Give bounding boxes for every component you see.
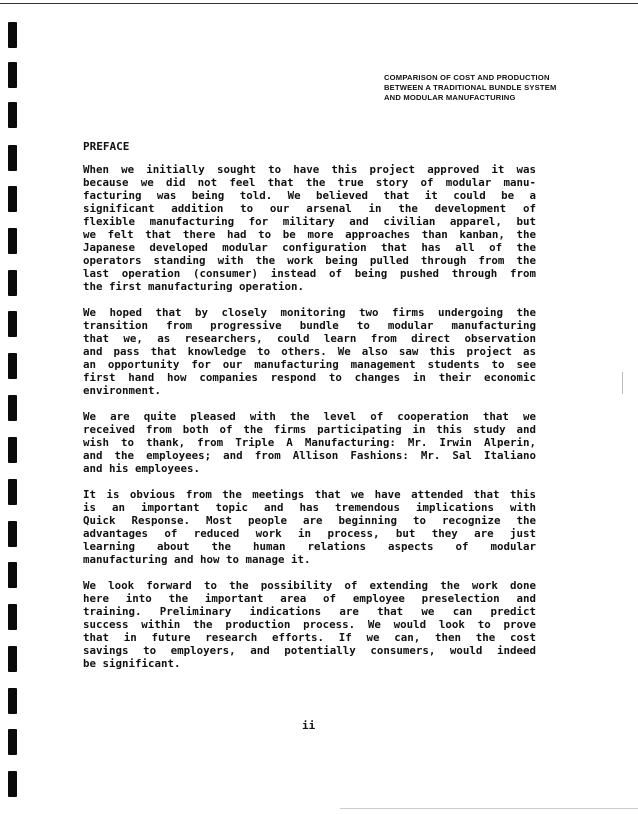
punch-hole: [8, 145, 17, 171]
text-line: manufacturing and how to manage it.: [83, 553, 311, 566]
punch-hole: [8, 562, 17, 588]
text-line: environment.: [83, 384, 162, 397]
text-line: training. Preliminary indications are that we can predict: [83, 605, 536, 618]
bottom-edge-line: [340, 808, 638, 809]
text-line: wish to thank, from Triple A Manufacturing: Mr. Irwin Alperin,: [83, 436, 536, 449]
punch-hole: [8, 604, 17, 630]
text-line: success within the production process. We would look to prove: [83, 618, 536, 631]
punch-hole: [8, 22, 17, 48]
text-line: Japanese developed modular configuration that has all of the: [83, 241, 536, 254]
punch-hole: [8, 395, 17, 421]
text-line: is an important topic and has tremendous implications with: [83, 501, 536, 514]
text-line: savings to employers, and potentially consumers, would indeed: [83, 644, 536, 657]
punch-hole: [8, 479, 17, 505]
text-line: and pass that knowledge to others. We also saw this project as: [83, 345, 536, 358]
punch-hole: [8, 688, 17, 714]
paragraph-5: [83, 579, 536, 670]
text-line: an opportunity for our manufacturing management students to see: [83, 358, 536, 371]
text-line: facturing was being told. We believed that it could be a: [83, 189, 536, 202]
section-title: PREFACE: [83, 140, 130, 153]
text-line: first hand how companies respond to changes in their economic: [83, 371, 536, 384]
paragraph-1: [83, 163, 536, 293]
punch-hole: [8, 311, 17, 337]
text-line: received from both of the firms participating in this study and: [83, 423, 536, 436]
text-line: learning about the human relations aspects of modular: [83, 540, 536, 553]
text-line: We hoped that by closely monitoring two firms undergoing the: [83, 306, 536, 319]
preface-body: [83, 163, 536, 683]
header-line: BETWEEN A TRADITIONAL BUNDLE SYSTEM: [384, 83, 557, 92]
punch-hole: [8, 646, 17, 672]
text-line: flexible manufacturing for military and civilian apparel, but: [83, 215, 536, 228]
text-line: last operation (consumer) instead of being pushed through from: [83, 267, 536, 280]
text-line: that in future research efforts. If we can, then the cost: [83, 631, 536, 644]
text-line: be significant.: [83, 657, 181, 670]
text-line: here into the important area of employee preselection and: [83, 592, 536, 605]
paragraph-3: [83, 410, 536, 475]
punch-hole: [8, 102, 17, 128]
punch-hole: [8, 729, 17, 755]
text-line: We look forward to the possibility of extending the work done: [83, 579, 536, 592]
paragraph-2: [83, 306, 536, 397]
text-line: transition from progressive bundle to modular manufacturing: [83, 319, 536, 332]
punch-hole: [8, 353, 17, 379]
text-line: significant addition to our arsenal in the development of: [83, 202, 536, 215]
punch-holes: [8, 0, 18, 814]
punch-hole: [8, 228, 17, 254]
punch-hole: [8, 771, 17, 797]
header-line: AND MODULAR MANUFACTURING: [384, 93, 516, 102]
punch-hole: [8, 62, 17, 88]
punch-hole: [8, 270, 17, 296]
text-line: and the employees; and from Allison Fashions: Mr. Sal Italiano: [83, 449, 536, 462]
header-line: COMPARISON OF COST AND PRODUCTION: [384, 73, 550, 82]
text-line: When we initially sought to have this project approved it was: [83, 163, 536, 176]
top-edge-line: [0, 3, 638, 4]
text-line: operators standing with the work being pulled through from the: [83, 254, 536, 267]
text-line: Quick Response. Most people are beginning to recognize the: [83, 514, 536, 527]
text-line: It is obvious from the meetings that we have attended that this: [83, 488, 536, 501]
text-line: and his employees.: [83, 462, 201, 475]
punch-hole: [8, 186, 17, 212]
text-line: we felt that there had to be more approaches than kanban, the: [83, 228, 536, 241]
text-line: We are quite pleased with the level of cooperation that we: [83, 410, 536, 423]
text-line: because we did not feel that the true story of modular manu-: [83, 176, 536, 189]
document-header: [384, 73, 624, 103]
text-line: that we, as researchers, could learn from direct observation: [83, 332, 536, 345]
text-line: advantages of reduced work in process, but they are just: [83, 527, 536, 540]
punch-hole: [8, 521, 17, 547]
margin-mark: [622, 372, 623, 394]
paragraph-4: [83, 488, 536, 566]
punch-hole: [8, 437, 17, 463]
page-number: ii: [302, 719, 316, 732]
text-line: the first manufacturing operation.: [83, 280, 305, 293]
